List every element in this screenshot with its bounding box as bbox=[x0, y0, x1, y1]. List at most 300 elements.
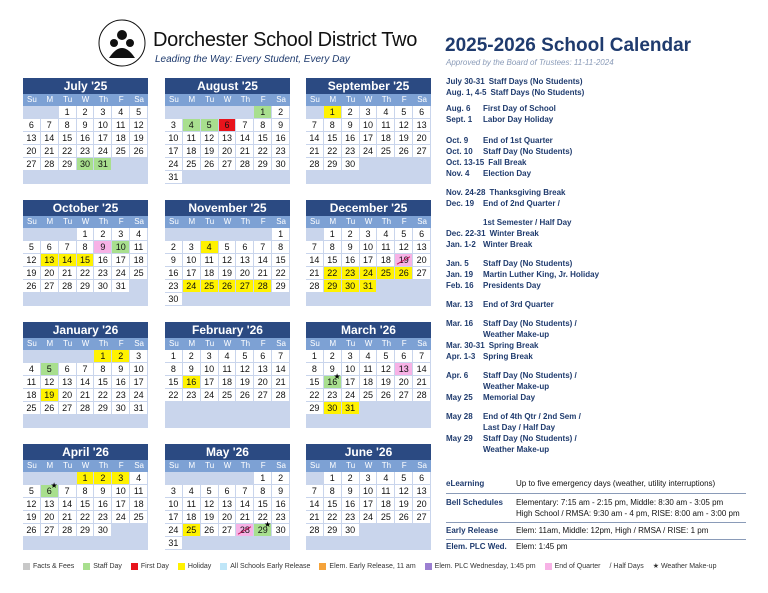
month-1 bbox=[23, 78, 148, 184]
district-logo bbox=[97, 18, 147, 68]
event-date: Nov. 24-28 bbox=[446, 188, 486, 197]
event-row bbox=[446, 158, 527, 167]
day-cell: 11 bbox=[201, 254, 219, 267]
event-date: Jan. 1-2 bbox=[446, 240, 476, 249]
event-description: First Day of School bbox=[483, 104, 556, 113]
empty-cell bbox=[130, 280, 148, 293]
day-cell: 30 bbox=[112, 402, 130, 415]
day-cell: 6 bbox=[413, 472, 431, 485]
empty-cell bbox=[41, 350, 59, 363]
weekday-label: Sa bbox=[134, 461, 144, 470]
day-cell: 14 bbox=[272, 363, 290, 376]
event-row bbox=[446, 445, 549, 454]
empty-cell bbox=[23, 293, 41, 306]
day-cell: 27 bbox=[219, 158, 237, 171]
empty-cell bbox=[130, 293, 148, 306]
event-date bbox=[446, 382, 483, 391]
month-9 bbox=[306, 322, 431, 428]
day-cell: 13 bbox=[413, 241, 431, 254]
empty-cell bbox=[360, 293, 378, 306]
day-cell: 11 bbox=[183, 498, 201, 511]
weekday-label: Tu bbox=[346, 461, 356, 470]
empty-cell bbox=[130, 158, 148, 171]
day-cell: 24 bbox=[130, 389, 148, 402]
day-cell: 2 bbox=[94, 228, 112, 241]
empty-cell bbox=[272, 293, 290, 306]
day-cell: 3 bbox=[112, 472, 130, 485]
day-cell: 9 bbox=[165, 254, 183, 267]
day-cell: 13 bbox=[236, 254, 254, 267]
day-cell: 24 bbox=[201, 389, 219, 402]
day-cell: 16 bbox=[112, 376, 130, 389]
day-cell: 15 bbox=[77, 254, 95, 267]
day-cell: 8 bbox=[324, 485, 342, 498]
day-cell: 25 bbox=[183, 158, 201, 171]
plc-value: Elem: 1:45 pm bbox=[516, 542, 568, 551]
bell-label: Bell Schedules bbox=[446, 498, 503, 507]
day-cell: 9 bbox=[342, 241, 360, 254]
day-cell: 3 bbox=[183, 241, 201, 254]
day-cell: 11 bbox=[130, 485, 148, 498]
day-cell: 3 bbox=[165, 485, 183, 498]
day-cell: 3 bbox=[165, 119, 183, 132]
day-cell: 3 bbox=[360, 472, 378, 485]
day-cell: 15 bbox=[272, 254, 290, 267]
day-cell: 19 bbox=[41, 389, 59, 402]
day-cell: 31 bbox=[130, 402, 148, 415]
weekday-label: Sa bbox=[276, 217, 286, 226]
month-title: June '26 bbox=[306, 444, 431, 460]
day-cell: 8 bbox=[165, 363, 183, 376]
event-row bbox=[446, 270, 599, 279]
day-cell: 7 bbox=[272, 350, 290, 363]
day-cell: 8 bbox=[59, 119, 77, 132]
weekday-label: Tu bbox=[63, 339, 73, 348]
empty-cell bbox=[165, 106, 183, 119]
day-cell: 25 bbox=[130, 511, 148, 524]
weekday-label: Su bbox=[310, 95, 320, 104]
empty-cell bbox=[272, 537, 290, 550]
day-cell: 18 bbox=[360, 376, 378, 389]
month-title: May '26 bbox=[165, 444, 290, 460]
empty-cell bbox=[342, 537, 360, 550]
day-cell: 4 bbox=[130, 228, 148, 241]
day-cell: 20 bbox=[395, 376, 413, 389]
bell-row-2 bbox=[446, 509, 746, 518]
empty-cell bbox=[59, 415, 77, 428]
empty-cell bbox=[94, 171, 112, 184]
day-cell: 11 bbox=[23, 376, 41, 389]
empty-cell bbox=[306, 171, 324, 184]
day-cell: 24 bbox=[360, 511, 378, 524]
weekday-label: Th bbox=[381, 217, 392, 226]
legend-swatch bbox=[131, 563, 138, 570]
day-cell: 24 bbox=[360, 145, 378, 158]
day-cell: 9 bbox=[272, 485, 290, 498]
legend-item bbox=[178, 562, 211, 570]
empty-cell bbox=[165, 415, 183, 428]
event-row bbox=[446, 300, 554, 309]
event-date: May 28 bbox=[446, 412, 473, 421]
day-cell: 29 bbox=[306, 402, 324, 415]
event-row bbox=[446, 330, 549, 339]
day-cell: 20 bbox=[219, 511, 237, 524]
day-cell: 30 bbox=[342, 158, 360, 171]
event-date: Apr. 6 bbox=[446, 371, 469, 380]
empty-cell bbox=[183, 106, 201, 119]
empty-cell bbox=[360, 171, 378, 184]
day-cell: 27 bbox=[413, 511, 431, 524]
event-row bbox=[446, 423, 555, 432]
day-cell: 2 bbox=[324, 350, 342, 363]
day-cell: 14 bbox=[41, 132, 59, 145]
day-cell: 21 bbox=[236, 145, 254, 158]
day-cell: 20 bbox=[59, 389, 77, 402]
month-title: January '26 bbox=[23, 322, 148, 338]
day-cell: 23 bbox=[183, 389, 201, 402]
day-cell: 10 bbox=[165, 132, 183, 145]
day-cell: 1 bbox=[254, 106, 272, 119]
empty-cell bbox=[395, 293, 413, 306]
day-cell: 16 bbox=[94, 498, 112, 511]
empty-cell bbox=[201, 293, 219, 306]
month-3 bbox=[306, 78, 431, 184]
day-cell: 30 bbox=[94, 524, 112, 537]
day-cell: 25 bbox=[377, 267, 395, 280]
weekday-label: Th bbox=[240, 461, 251, 470]
empty-cell bbox=[59, 350, 77, 363]
elearning-row bbox=[446, 479, 746, 488]
day-cell: 23 bbox=[342, 511, 360, 524]
day-cell: 10 bbox=[112, 241, 130, 254]
empty-cell bbox=[306, 415, 324, 428]
legend-item bbox=[83, 562, 122, 570]
day-cell: 14 bbox=[59, 254, 77, 267]
weekday-label: Su bbox=[27, 217, 37, 226]
day-cell: 15 bbox=[254, 132, 272, 145]
day-cell: 25 bbox=[183, 524, 201, 537]
day-cell: 30 bbox=[94, 280, 112, 293]
empty-cell bbox=[377, 524, 395, 537]
event-description: Staff Days (No Students) bbox=[488, 77, 583, 86]
empty-cell bbox=[77, 350, 95, 363]
day-cell: 10 bbox=[165, 498, 183, 511]
day-cell: 29 bbox=[254, 158, 272, 171]
divider bbox=[446, 539, 746, 540]
day-cell: 23 bbox=[165, 280, 183, 293]
day-cell: 8 bbox=[254, 119, 272, 132]
month-title: September '25 bbox=[306, 78, 431, 94]
day-cell: 2 bbox=[272, 472, 290, 485]
day-cell: 15 bbox=[77, 498, 95, 511]
day-cell: 5 bbox=[395, 228, 413, 241]
event-row bbox=[446, 88, 584, 97]
day-cell: 14 bbox=[236, 132, 254, 145]
empty-cell bbox=[306, 106, 324, 119]
legend-item bbox=[425, 562, 536, 570]
empty-cell bbox=[219, 472, 237, 485]
legend-label: Staff Day bbox=[93, 562, 122, 570]
day-cell: 3 bbox=[342, 350, 360, 363]
empty-cell bbox=[201, 106, 219, 119]
empty-cell bbox=[219, 228, 237, 241]
weekday-label: Th bbox=[98, 461, 109, 470]
day-cell: 11 bbox=[377, 485, 395, 498]
day-cell: 29 bbox=[59, 158, 77, 171]
event-date: Sept. 1 bbox=[446, 115, 473, 124]
empty-cell bbox=[94, 293, 112, 306]
empty-cell bbox=[413, 537, 431, 550]
event-date bbox=[446, 423, 483, 432]
event-description: Winter Break bbox=[489, 229, 539, 238]
day-cell: 27 bbox=[254, 389, 272, 402]
empty-cell bbox=[183, 228, 201, 241]
legend-swatch bbox=[83, 563, 90, 570]
day-cell: 17 bbox=[201, 376, 219, 389]
empty-cell bbox=[413, 402, 431, 415]
event-date: July 30-31 bbox=[446, 77, 485, 86]
day-cell: 27 bbox=[41, 524, 59, 537]
weekday-label: Su bbox=[169, 461, 179, 470]
empty-cell bbox=[23, 415, 41, 428]
empty-cell bbox=[112, 293, 130, 306]
empty-cell bbox=[377, 415, 395, 428]
empty-cell bbox=[254, 228, 272, 241]
weekday-label: F bbox=[260, 461, 266, 470]
day-cell: 9 bbox=[272, 119, 290, 132]
event-description: 1st Semester / Half Day bbox=[483, 218, 572, 227]
weekday-label: Su bbox=[310, 217, 320, 226]
day-cell: 4 bbox=[130, 472, 148, 485]
day-cell: 18 bbox=[219, 376, 237, 389]
month-title: February '26 bbox=[165, 322, 290, 338]
day-cell: 8 bbox=[94, 363, 112, 376]
weekday-label: F bbox=[118, 461, 124, 470]
day-cell: 18 bbox=[183, 511, 201, 524]
day-cell: 28 bbox=[41, 158, 59, 171]
empty-cell bbox=[306, 228, 324, 241]
plc-row bbox=[446, 542, 746, 551]
event-date: Mar. 13 bbox=[446, 300, 474, 309]
weekday-label: Sa bbox=[417, 339, 427, 348]
event-description: Thanksgiving Break bbox=[489, 188, 566, 197]
weekday-header bbox=[165, 216, 290, 228]
weekday-label: Su bbox=[27, 339, 37, 348]
day-cell: 29 bbox=[77, 280, 95, 293]
weekday-label: W bbox=[364, 339, 373, 348]
day-cell: 27 bbox=[23, 158, 41, 171]
day-cell: 8 bbox=[77, 485, 95, 498]
day-cell: 21 bbox=[306, 267, 324, 280]
empty-cell bbox=[395, 280, 413, 293]
legend-item bbox=[131, 562, 169, 570]
day-cell: 28 bbox=[413, 389, 431, 402]
empty-cell bbox=[360, 524, 378, 537]
day-cell: 16 bbox=[272, 132, 290, 145]
weekday-header bbox=[23, 94, 148, 106]
empty-cell bbox=[23, 171, 41, 184]
month-11 bbox=[165, 444, 290, 550]
empty-cell bbox=[59, 228, 77, 241]
weekday-label: Tu bbox=[205, 339, 215, 348]
day-cell: 12 bbox=[395, 241, 413, 254]
day-cell: 30 bbox=[342, 524, 360, 537]
event-description: Staff Day (No Students) bbox=[483, 147, 573, 156]
day-cell: 25 bbox=[360, 389, 378, 402]
day-cell: 16 bbox=[342, 132, 360, 145]
day-cell: 20 bbox=[23, 145, 41, 158]
day-cell: 18 bbox=[201, 267, 219, 280]
day-cell: 28 bbox=[236, 158, 254, 171]
empty-cell bbox=[130, 537, 148, 550]
empty-cell bbox=[112, 537, 130, 550]
legend-label: Facts & Fees bbox=[33, 562, 75, 570]
day-cell: 3 bbox=[112, 228, 130, 241]
legend-label: First Day bbox=[140, 562, 169, 570]
day-cell: 21 bbox=[41, 145, 59, 158]
event-description: Memorial Day bbox=[483, 393, 536, 402]
day-cell: 10 bbox=[130, 363, 148, 376]
empty-cell bbox=[41, 228, 59, 241]
empty-cell bbox=[201, 171, 219, 184]
empty-cell bbox=[254, 171, 272, 184]
weekday-label: Su bbox=[169, 95, 179, 104]
day-cell: 11 bbox=[377, 241, 395, 254]
day-cell: 5 bbox=[395, 106, 413, 119]
empty-cell bbox=[219, 171, 237, 184]
day-cell: 11 bbox=[219, 363, 237, 376]
day-cell: 27 bbox=[219, 524, 237, 537]
day-cell: 12 bbox=[201, 498, 219, 511]
day-cell: 6 bbox=[219, 119, 237, 132]
day-cell: 25 bbox=[23, 402, 41, 415]
day-cell: 8 bbox=[324, 241, 342, 254]
event-description: Staff Day (No Students) / bbox=[483, 371, 577, 380]
empty-cell bbox=[112, 415, 130, 428]
empty-cell bbox=[413, 524, 431, 537]
empty-cell bbox=[59, 293, 77, 306]
day-cell: 1 bbox=[324, 228, 342, 241]
empty-cell bbox=[360, 402, 378, 415]
plc-label: Elem. PLC Wed. bbox=[446, 542, 507, 551]
empty-cell bbox=[183, 415, 201, 428]
empty-cell bbox=[201, 415, 219, 428]
day-cell: ★ 16 bbox=[324, 376, 342, 389]
empty-cell bbox=[324, 415, 342, 428]
day-cell: 21 bbox=[236, 511, 254, 524]
day-cell: 12 bbox=[41, 376, 59, 389]
empty-cell bbox=[413, 158, 431, 171]
event-description: Weather Make-up bbox=[483, 382, 550, 391]
day-cell: 2 bbox=[342, 228, 360, 241]
day-cell: 3 bbox=[94, 106, 112, 119]
day-cell: 7 bbox=[41, 119, 59, 132]
event-date bbox=[446, 445, 483, 454]
event-date: May 25 bbox=[446, 393, 473, 402]
day-cell: 16 bbox=[183, 376, 201, 389]
day-cell: 21 bbox=[59, 267, 77, 280]
calendar-title: 2025-2026 School Calendar bbox=[445, 35, 692, 56]
day-cell: 21 bbox=[77, 389, 95, 402]
day-cell: 18 bbox=[23, 389, 41, 402]
empty-cell bbox=[360, 415, 378, 428]
day-cell: 21 bbox=[413, 376, 431, 389]
day-cell: 21 bbox=[306, 511, 324, 524]
weekday-label: Th bbox=[381, 95, 392, 104]
day-cell: 14 bbox=[306, 498, 324, 511]
weekday-label: W bbox=[81, 217, 90, 226]
day-cell: 25 bbox=[219, 389, 237, 402]
weekday-label: W bbox=[81, 461, 90, 470]
weekday-label: W bbox=[223, 95, 232, 104]
weekday-header bbox=[306, 216, 431, 228]
day-cell: 24 bbox=[112, 511, 130, 524]
day-cell: 27 bbox=[395, 389, 413, 402]
early-row bbox=[446, 526, 746, 535]
day-cell: 19 bbox=[201, 145, 219, 158]
day-cell: 24 bbox=[94, 145, 112, 158]
day-cell: 15 bbox=[94, 376, 112, 389]
day-cell: 1 bbox=[254, 472, 272, 485]
empty-cell bbox=[377, 280, 395, 293]
event-description: Staff Day (No Students) / bbox=[483, 319, 577, 328]
day-cell: 25 bbox=[377, 145, 395, 158]
day-cell: 26 bbox=[130, 145, 148, 158]
empty-cell bbox=[201, 537, 219, 550]
day-cell: 23 bbox=[77, 145, 95, 158]
empty-cell bbox=[77, 171, 95, 184]
day-cell: 20 bbox=[236, 267, 254, 280]
district-name: Dorchester School District Two bbox=[153, 29, 418, 51]
empty-cell bbox=[23, 228, 41, 241]
empty-cell bbox=[183, 537, 201, 550]
day-cell: 10 bbox=[360, 241, 378, 254]
day-cell: 10 bbox=[94, 119, 112, 132]
day-cell: 1 bbox=[77, 472, 95, 485]
weekday-label: Tu bbox=[346, 95, 356, 104]
empty-cell bbox=[236, 402, 254, 415]
day-cell: 11 bbox=[360, 363, 378, 376]
empty-cell bbox=[219, 537, 237, 550]
day-cell: 15 bbox=[324, 254, 342, 267]
day-cell: 22 bbox=[59, 145, 77, 158]
empty-cell bbox=[272, 171, 290, 184]
month-4 bbox=[23, 200, 148, 306]
weekday-label: M bbox=[329, 339, 337, 348]
empty-cell bbox=[306, 537, 324, 550]
day-cell: 17 bbox=[94, 132, 112, 145]
day-cell: 12 bbox=[236, 363, 254, 376]
month-6 bbox=[306, 200, 431, 306]
weekday-header bbox=[165, 460, 290, 472]
event-description: Election Day bbox=[483, 169, 532, 178]
day-cell: 6 bbox=[395, 350, 413, 363]
weekday-label: Th bbox=[98, 339, 109, 348]
weekday-header bbox=[306, 94, 431, 106]
day-cell: 12 bbox=[201, 132, 219, 145]
day-cell: 28 bbox=[306, 158, 324, 171]
day-cell: 7 bbox=[254, 241, 272, 254]
weekday-label: Sa bbox=[276, 95, 286, 104]
day-cell: 7 bbox=[306, 241, 324, 254]
empty-cell bbox=[236, 293, 254, 306]
weekday-header bbox=[165, 338, 290, 350]
month-5 bbox=[165, 200, 290, 306]
day-cell: 20 bbox=[413, 132, 431, 145]
day-cell: 9 bbox=[342, 119, 360, 132]
legend-item bbox=[220, 562, 310, 570]
event-row bbox=[446, 434, 577, 443]
